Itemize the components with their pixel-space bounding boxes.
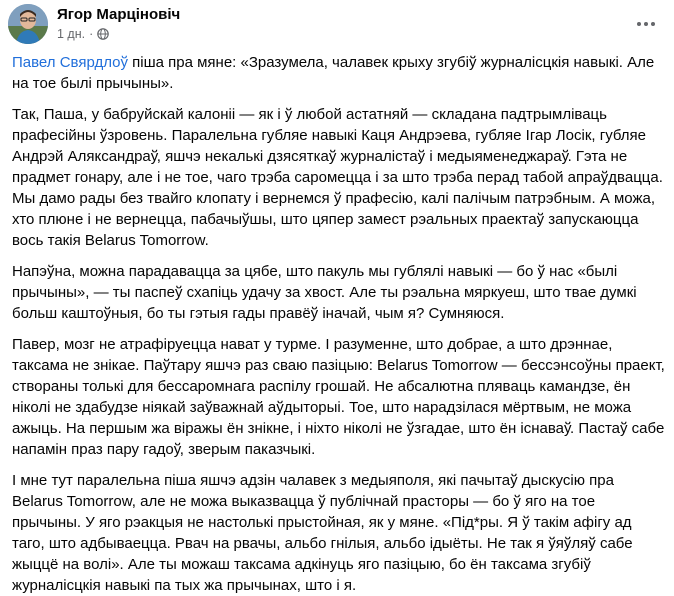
post-intro-paragraph (12, 52, 667, 94)
more-options-button[interactable] (628, 6, 664, 42)
mention-link[interactable]: Павел Свярдлоў (12, 54, 128, 71)
post-paragraph: Напэўна, можна парадавацца за цябе, што пакуль мы гублялі навыкі — бо ў нас «былі прычыны», — ты паспеў схапіць удачу за хвост. Але ты рэальна мяркуеш, што твае думкі больш каштоўныя, бо ты гэтыя гады правёў іначай, чым я? Сумняюся. (12, 263, 637, 322)
author-name[interactable]: Ягор Марціновіч (57, 6, 181, 23)
post-header (0, 0, 674, 50)
post-paragraph: Павер, мозг не атрафіруецца нават у турме. І разуменне, што добрае, а што дрэннае, таксама не знікае. Паўтару яшчэ раз сваю пазіцыю: Belarus Tomorrow — бессэнсоўны праект, створаны толькі для бессаромнага распілу грошай. Не абсалютна плявaць камандзе, ён ніколі не здабудзе ніякай заўважнай аўдыторыі. Тое, што нарадзілася мёртвым, не можа ажыць. На першым жа віражы ён знікне, і ніхто ніколі не ўзгадае, што ён існаваў. Пастаў сабе напамін праз пару гадоў, зверым паказчыкі. (12, 336, 665, 458)
meta-separator: · (89, 27, 94, 41)
post-meta (57, 27, 109, 41)
more-options-icon (636, 21, 656, 27)
intro-text: піша пра мяне: «Зразумела, чалавек крыху згубіў журналісцкія навыкі. Але на тое былі прычыны». (12, 54, 655, 92)
globe-icon[interactable] (97, 28, 109, 40)
post-paragraph: Так, Паша, у бабруйскай калоніі — як і ў любой астатняй — складана падтрымліваць прафесійны ўзровень. Паралельна губляе навыкі Каця Андрэева, губляе Ігар Лосік, губляе Андрэй Аляксандраў, яшчэ некалькі дзясяткаў журналістаў і медыяменеджараў. Гэта не прадмет гонару, але і не тое, чаго трэба саромецца і за што трэба перад табой апраўдвацца. Мы дамо рады без твайго клопату і вернемся ў прафесію, калі палічым патрэбным. А можа, хто плюне і не вернецца, пабачыўшы, што цяпер замест рэальных праектаў запускаюцца вось такія Belarus Tomorrow. (12, 106, 663, 249)
avatar-photo (8, 4, 48, 44)
post-paragraph: І мне тут паралельна піша яшчэ адзін чалавек з медыяполя, які пачытаў дыскусію пра Belarus Tomorrow, але не можа выказвацца ў публічнай прасторы — бо ў яго на тое прычыны. У яго рэакцыя не настолькі прыстойная, як у мяне. «Під*ры. Я ў такім афігу ад таго, што адбываецца. Рвач на рвачы, альбо гнілыя, альбо ідыёты. Не так я ўяўляў сабе жыццё на волі». Але ты можаш таксама адкінуць яго пазіцыю, бо ён таксама згубіў журналісцкія навыкі па тых жа прычынах, што і я. (12, 472, 633, 594)
post-content (12, 52, 667, 596)
author-avatar[interactable] (8, 4, 48, 44)
post-timestamp[interactable]: 1 дн. (57, 27, 86, 41)
